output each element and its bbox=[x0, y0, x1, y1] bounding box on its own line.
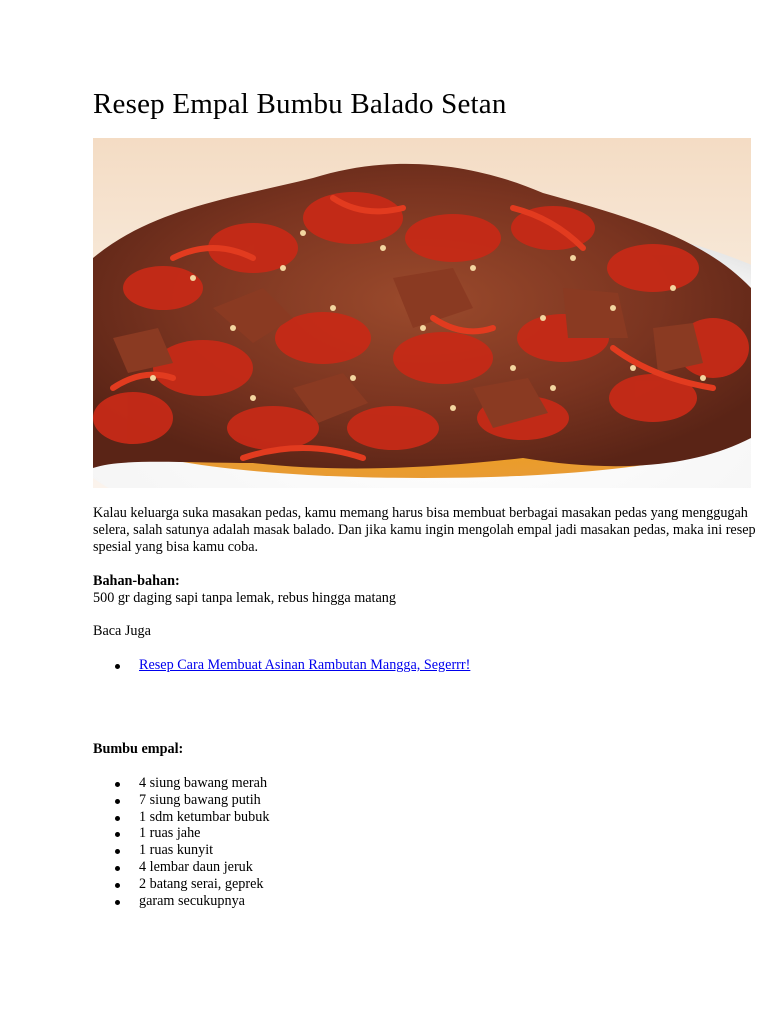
bullet-icon bbox=[115, 832, 120, 837]
list-item bbox=[93, 893, 269, 910]
ingredient-line: 500 gr daging sapi tanpa lemak, rebus hingga matang bbox=[93, 590, 396, 606]
spice-item-text: 1 ruas kunyit bbox=[139, 842, 214, 859]
spice-item-text: 7 siung bawang putih bbox=[139, 791, 261, 808]
bullet-icon bbox=[115, 799, 120, 804]
spice-item-text: garam secukupnya bbox=[139, 892, 245, 909]
intro-paragraph: Kalau keluarga suka masakan pedas, kamu memang harus bisa membuat berbagai masakan pedas yang menggugah selera, salah satunya adalah masak balado. Dan jika kamu ingin mengolah empal jadi masakan pedas, maka ini resep spesial yang bisa kamu coba. bbox=[93, 505, 756, 555]
spice-item-text: 1 ruas jahe bbox=[139, 825, 201, 842]
spice-item-text: 4 siung bawang merah bbox=[139, 775, 268, 791]
bullet-icon bbox=[115, 849, 120, 854]
list-item bbox=[93, 842, 269, 859]
read-also-link[interactable]: Resep Cara Membuat Asinan Rambutan Mangga, Segerrr! bbox=[139, 657, 471, 673]
dish-photo-illustration bbox=[93, 138, 751, 488]
list-item bbox=[93, 876, 269, 893]
list-item bbox=[93, 809, 269, 826]
spice-heading: Bumbu empal: bbox=[93, 741, 184, 757]
spice-item-text: 2 batang serai, geprek bbox=[139, 875, 264, 892]
spice-item-text: 1 sdm ketumbar bubuk bbox=[139, 808, 270, 825]
read-also-item bbox=[93, 657, 470, 674]
bullet-icon bbox=[115, 664, 120, 669]
read-also-list bbox=[93, 657, 470, 674]
list-item bbox=[93, 825, 269, 842]
ingredients-heading: Bahan-bahan: bbox=[93, 573, 180, 589]
list-item bbox=[93, 792, 269, 809]
list-item bbox=[93, 775, 269, 792]
bullet-icon bbox=[115, 900, 120, 905]
list-item bbox=[93, 859, 269, 876]
spice-list bbox=[93, 775, 269, 909]
bullet-icon bbox=[115, 782, 120, 787]
bullet-icon bbox=[115, 866, 120, 871]
bullet-icon bbox=[115, 816, 120, 821]
spice-item-text: 4 lembar daun jeruk bbox=[139, 858, 253, 875]
read-also-label: Baca Juga bbox=[93, 623, 151, 639]
page-title: Resep Empal Bumbu Balado Setan bbox=[93, 88, 507, 120]
bullet-icon bbox=[115, 883, 120, 888]
dish-photo bbox=[93, 138, 751, 488]
